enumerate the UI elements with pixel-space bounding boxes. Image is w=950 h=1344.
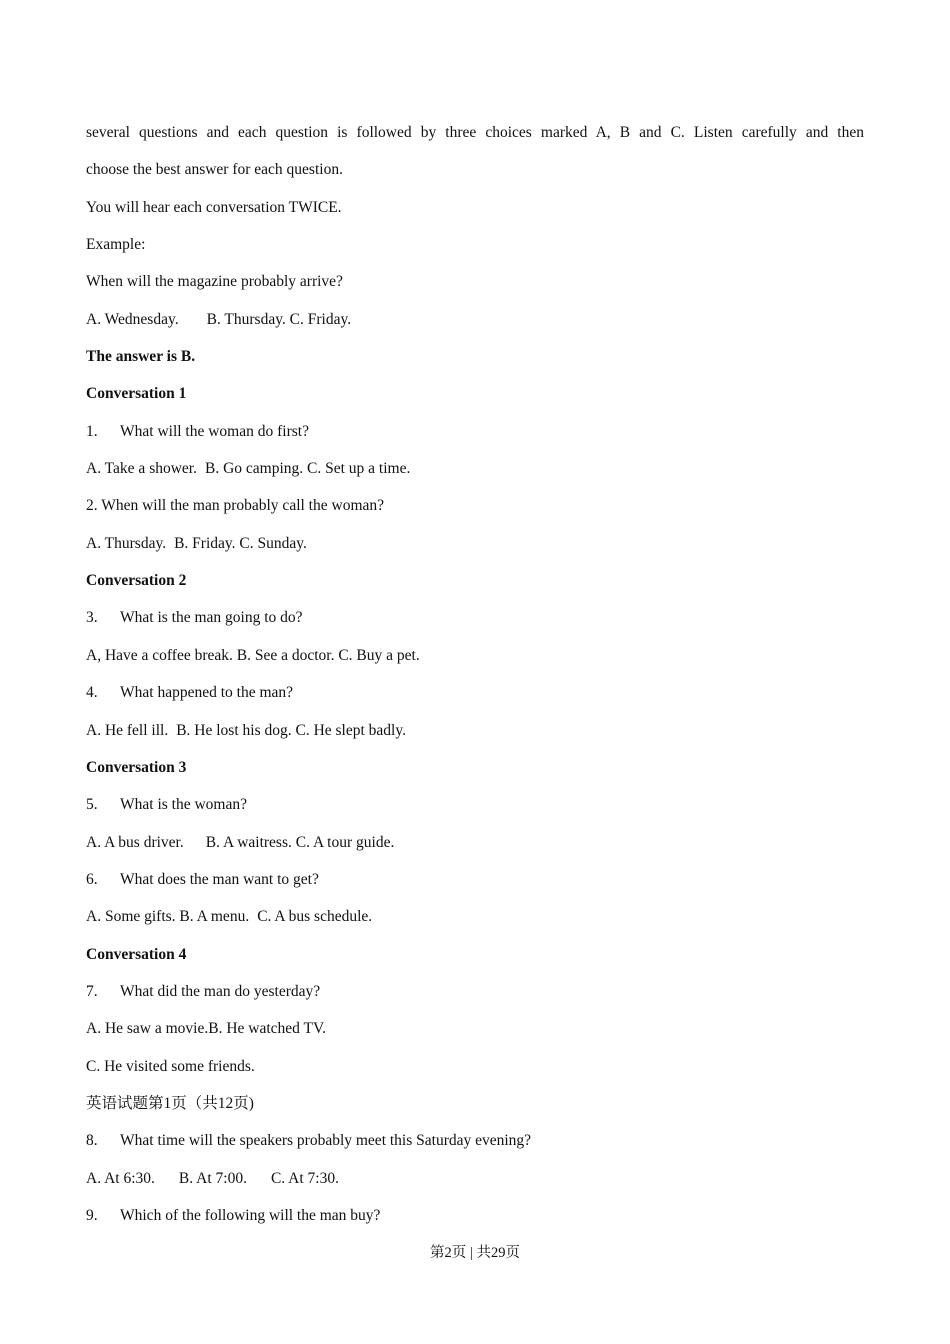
- question-text: What happened to the man?: [120, 684, 294, 702]
- question-text: What does the man want to get?: [120, 870, 319, 888]
- question-text: What time will the speakers probably meet this Saturday evening?: [120, 1132, 532, 1150]
- option-bc: B. Friday. C. Sunday.: [174, 534, 307, 552]
- question-number: 4.: [86, 684, 98, 702]
- question-number: 7.: [86, 982, 98, 1000]
- page-footer: 第2页 | 共29页: [430, 1245, 520, 1261]
- example-option-bc: B. Thursday. C. Friday.: [206, 310, 352, 328]
- example-label: Example:: [86, 236, 146, 254]
- question-number: 9.: [86, 1206, 98, 1224]
- option-c: C. At 7:30.: [270, 1169, 339, 1187]
- conversation-3-heading: Conversation 3: [86, 758, 187, 776]
- question-number: 1.: [86, 422, 98, 440]
- question-text: Which of the following will the man buy?: [120, 1206, 381, 1224]
- intro-line-2: choose the best answer for each question.: [86, 161, 343, 179]
- question-2: 2. When will the man probably call the woman?: [86, 497, 385, 515]
- conversation-1-heading: Conversation 1: [86, 385, 187, 403]
- option-c: C. A bus schedule.: [257, 908, 373, 926]
- question-7-option-c: C. He visited some friends.: [86, 1057, 255, 1075]
- option-b: B. At 7:00.: [178, 1169, 247, 1187]
- question-3: [86, 599, 864, 636]
- question-text: What is the man going to do?: [120, 609, 303, 627]
- intro-twice: You will hear each conversation TWICE.: [86, 198, 342, 216]
- conversation-4-heading: Conversation 4: [86, 945, 187, 963]
- option-a: A. He fell ill.: [86, 721, 169, 739]
- question-6: [86, 861, 864, 898]
- option-a: A. At 6:30.: [86, 1169, 155, 1187]
- question-number: 8.: [86, 1132, 98, 1150]
- question-8-options: [86, 1160, 864, 1197]
- option-a: A. Thursday.: [86, 534, 167, 552]
- option-a: A. Take a shower.: [86, 460, 197, 478]
- question-1-options: [86, 450, 864, 487]
- question-number: 3.: [86, 609, 98, 627]
- question-number: 6.: [86, 870, 98, 888]
- option-bc: B. He lost his dog. C. He slept badly.: [176, 721, 406, 739]
- question-text: What is the woman?: [120, 796, 247, 814]
- question-7-options-ab: A. He saw a movie.B. He watched TV.: [86, 1020, 327, 1038]
- question-number: 5.: [86, 796, 98, 814]
- example-question: When will the magazine probably arrive?: [86, 273, 343, 291]
- conversation-2-heading: Conversation 2: [86, 572, 187, 590]
- question-7: [86, 973, 864, 1010]
- question-8: [86, 1122, 864, 1159]
- question-text: What did the man do yesterday?: [120, 982, 321, 1000]
- intro-line-1: several questions and each question is followed by three choices marked A, B and C. Listen carefully and then: [86, 124, 864, 141]
- question-2-options: [86, 525, 864, 562]
- option-bc: B. A waitress. C. A tour guide.: [205, 833, 395, 851]
- page-content: [86, 114, 864, 1234]
- source-page-marker: 英语试题第1页（共12页): [86, 1094, 254, 1112]
- option-ab: A. Some gifts. B. A menu.: [86, 908, 250, 926]
- example-option-a: A. Wednesday.: [86, 310, 179, 328]
- question-text: What will the woman do first?: [120, 422, 309, 440]
- question-4: [86, 674, 864, 711]
- question-3-options: A, Have a coffee break. B. See a doctor. C. Buy a pet.: [86, 646, 420, 664]
- question-4-options: [86, 712, 864, 749]
- question-9: [86, 1197, 864, 1234]
- example-answer: The answer is B.: [86, 348, 196, 366]
- example-options: [86, 301, 864, 338]
- question-5-options: [86, 824, 864, 861]
- question-1: [86, 413, 864, 450]
- option-a: A. A bus driver.: [86, 833, 184, 851]
- option-bc: B. Go camping. C. Set up a time.: [204, 460, 411, 478]
- question-6-options: [86, 898, 864, 935]
- question-5: [86, 786, 864, 823]
